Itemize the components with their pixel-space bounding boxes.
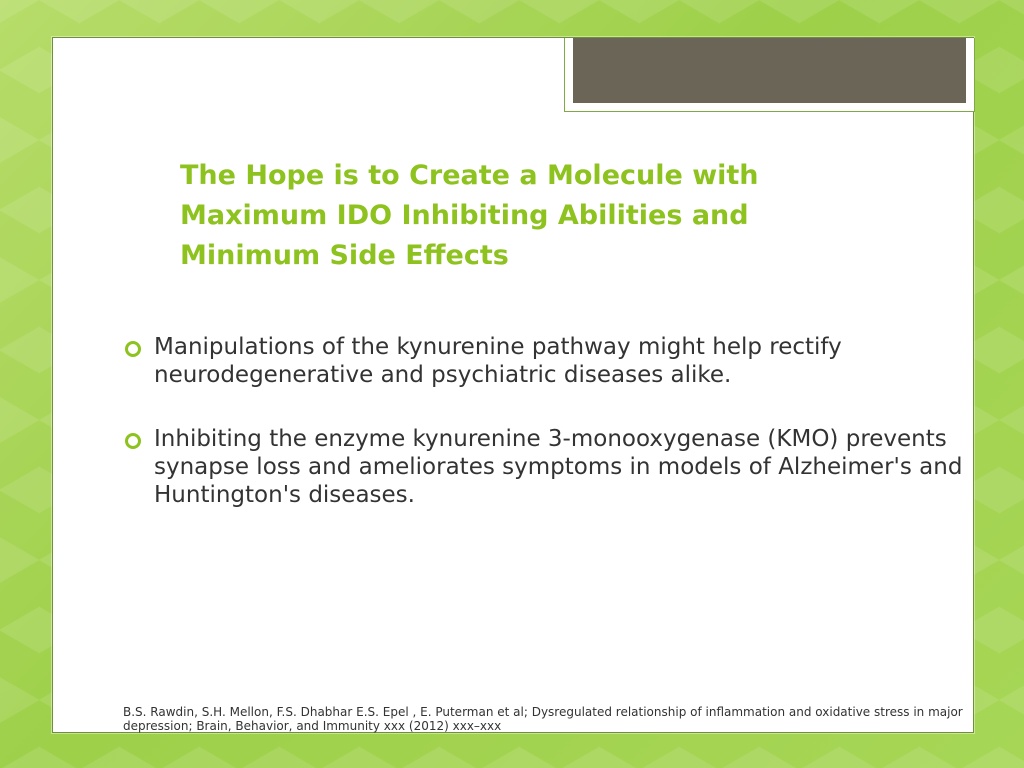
slide-title bbox=[180, 156, 900, 276]
title-line-3: Minimum Side Effects bbox=[180, 240, 509, 271]
title-line-1: The Hope is to Create a Molecule with bbox=[180, 160, 759, 191]
bullet-list bbox=[123, 333, 1013, 545]
photo-placeholder bbox=[573, 38, 966, 103]
circle-bullet-icon bbox=[125, 341, 141, 357]
photo-tab bbox=[564, 38, 975, 112]
bullet-text: Manipulations of the kynurenine pathway might help rectify neurodegenerative and psychiatric diseases alike. bbox=[154, 334, 842, 388]
slide-panel bbox=[52, 37, 974, 733]
reference-citation: B.S. Rawdin, S.H. Mellon, F.S. Dhabhar E.S. Epel , E. Puterman et al; Dysregulated relationship of inflammation and oxidative stress in major depression; Brain, Behavior, and Immunity xxx (2012) xxx–xxx bbox=[123, 705, 963, 733]
bullet-item bbox=[123, 425, 1013, 509]
circle-bullet-icon bbox=[125, 433, 141, 449]
title-line-2: Maximum IDO Inhibiting Abilities and bbox=[180, 200, 749, 231]
bullet-text: Inhibiting the enzyme kynurenine 3-monooxygenase (KMO) prevents synapse loss and ameliorates symptoms in models of Alzheimer's and Huntington's diseases. bbox=[154, 426, 963, 508]
bullet-item bbox=[123, 333, 1013, 389]
